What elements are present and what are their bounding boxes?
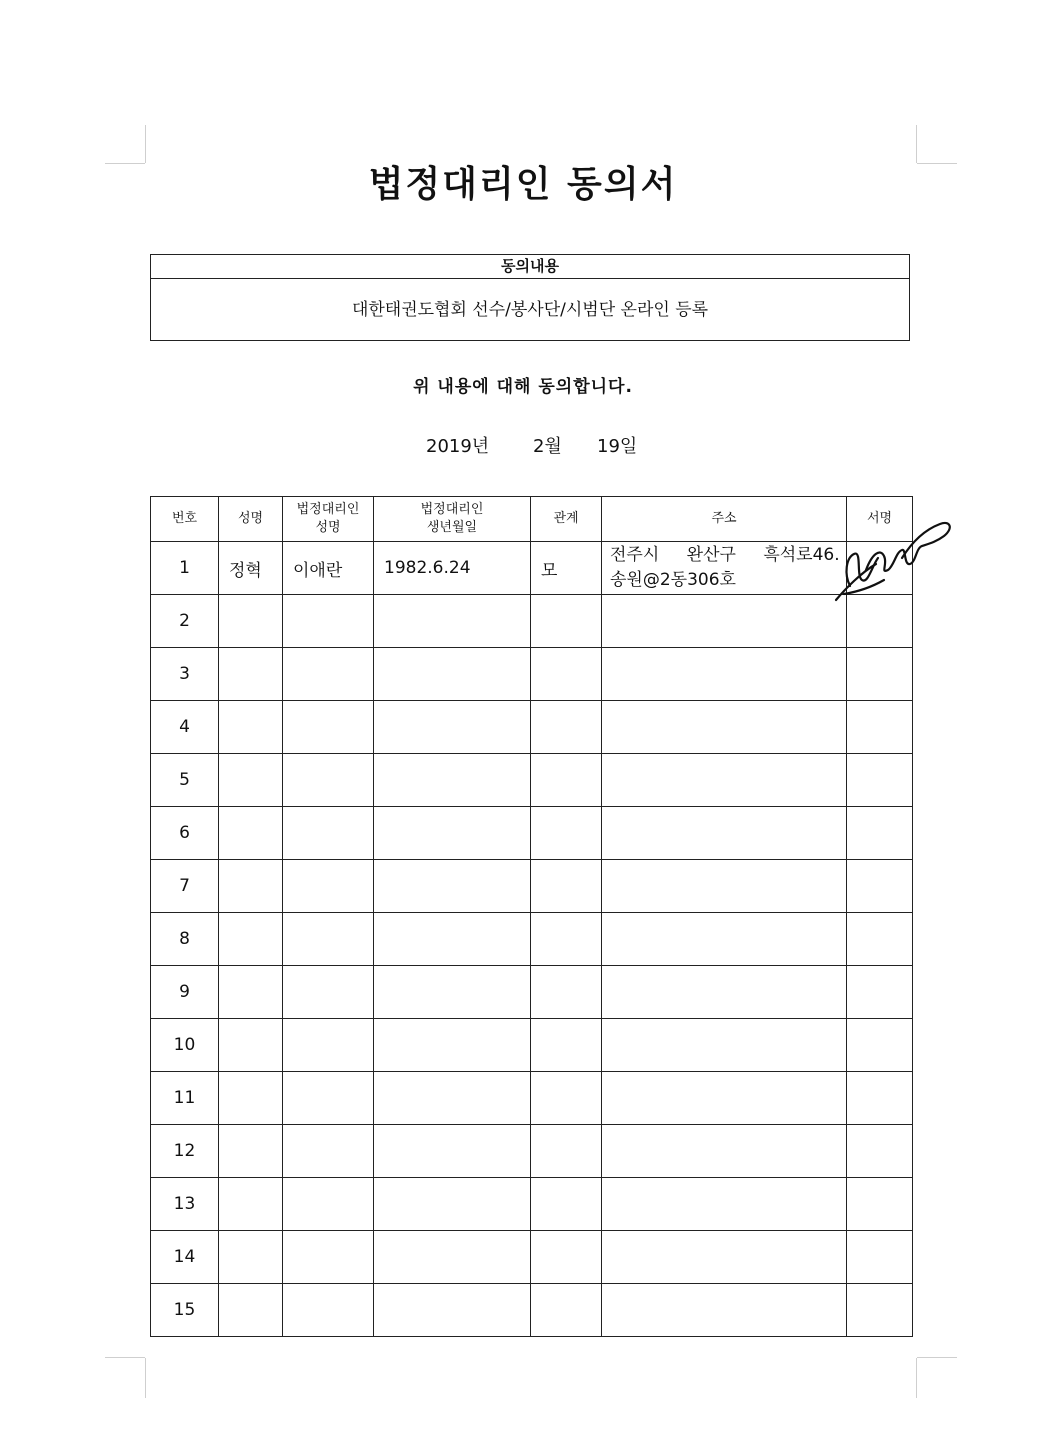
cell-number: 1 <box>151 542 219 595</box>
cell-relation <box>531 754 602 807</box>
cell-relation <box>531 807 602 860</box>
cell-name: 정혁 <box>219 542 283 595</box>
consent-content: 대한태권도협회 선수/봉사단/시범단 온라인 등록 <box>351 300 709 320</box>
cell-guardian-birth <box>374 701 531 754</box>
cell-name <box>219 1072 283 1125</box>
cell-name <box>219 648 283 701</box>
header-name: 성명 <box>219 497 283 542</box>
cell-relation <box>531 1178 602 1231</box>
consent-header: 동의내용 <box>151 255 909 279</box>
cell-number: 11 <box>151 1072 219 1125</box>
cell-number: 5 <box>151 754 219 807</box>
cell-guardian-birth <box>374 1284 531 1337</box>
cell-address <box>602 1072 847 1125</box>
address-line-2: 송원@2동306호 <box>610 570 736 590</box>
cell-guardian-birth: 1982.6.24 <box>374 542 531 595</box>
crop-mark <box>145 1358 146 1398</box>
table-row <box>151 701 913 754</box>
table-row <box>151 1178 913 1231</box>
cell-name <box>219 754 283 807</box>
cell-signature <box>847 807 913 860</box>
cell-number: 6 <box>151 807 219 860</box>
table-row <box>151 1125 913 1178</box>
cell-address <box>602 1019 847 1072</box>
cell-guardian-birth <box>374 913 531 966</box>
cell-guardian-name: 이애란 <box>283 542 374 595</box>
cell-number: 7 <box>151 860 219 913</box>
guardian-table <box>150 496 913 1337</box>
table-row <box>151 1072 913 1125</box>
date-month: 2월 <box>533 436 562 457</box>
cell-guardian-name <box>283 913 374 966</box>
table-row <box>151 860 913 913</box>
cell-number: 15 <box>151 1284 219 1337</box>
cell-relation <box>531 860 602 913</box>
cell-number: 12 <box>151 1125 219 1178</box>
cell-relation <box>531 966 602 1019</box>
cell-address <box>602 595 847 648</box>
cell-relation <box>531 913 602 966</box>
table-row <box>151 913 913 966</box>
cell-guardian-name <box>283 1072 374 1125</box>
cell-guardian-name <box>283 754 374 807</box>
cell-signature <box>847 1178 913 1231</box>
cell-name <box>219 807 283 860</box>
crop-mark <box>916 1358 917 1398</box>
cell-address <box>602 966 847 1019</box>
cell-name <box>219 1231 283 1284</box>
cell-guardian-birth <box>374 860 531 913</box>
cell-address <box>602 754 847 807</box>
cell-name <box>219 595 283 648</box>
cell-guardian-birth <box>374 1019 531 1072</box>
cell-name <box>219 1284 283 1337</box>
cell-name <box>219 1019 283 1072</box>
cell-guardian-name <box>283 1125 374 1178</box>
table-row <box>151 595 913 648</box>
cell-signature <box>847 1284 913 1337</box>
cell-guardian-name <box>283 1178 374 1231</box>
table-row <box>151 754 913 807</box>
header-relation: 관계 <box>531 497 602 542</box>
date-year: 2019년 <box>426 436 490 457</box>
cell-name <box>219 701 283 754</box>
cell-address <box>602 701 847 754</box>
cell-guardian-birth <box>374 1125 531 1178</box>
crop-mark <box>917 1357 957 1358</box>
crop-mark <box>105 1357 145 1358</box>
cell-number: 8 <box>151 913 219 966</box>
cell-signature <box>847 754 913 807</box>
table-row <box>151 1231 913 1284</box>
cell-guardian-birth <box>374 1072 531 1125</box>
table-row <box>151 648 913 701</box>
date-day: 19일 <box>597 436 638 457</box>
header-guardian-birth-line2: 생년월일 <box>426 520 478 535</box>
cell-guardian-name <box>283 595 374 648</box>
consent-box <box>150 254 910 341</box>
table-row <box>151 1284 913 1337</box>
cell-name <box>219 966 283 1019</box>
cell-relation <box>531 1231 602 1284</box>
cell-signature <box>847 860 913 913</box>
table-header-row <box>151 497 913 542</box>
cell-guardian-name <box>283 648 374 701</box>
cell-number: 4 <box>151 701 219 754</box>
cell-guardian-name <box>283 966 374 1019</box>
cell-guardian-name <box>283 1231 374 1284</box>
cell-number: 14 <box>151 1231 219 1284</box>
header-guardian-name <box>283 497 374 542</box>
cell-guardian-name <box>283 701 374 754</box>
address-line-1: 전주시 완산구 흑석로46. <box>610 545 840 565</box>
cell-address <box>602 913 847 966</box>
cell-address <box>602 1178 847 1231</box>
cell-guardian-birth <box>374 1178 531 1231</box>
cell-guardian-name <box>283 1019 374 1072</box>
table-row <box>151 807 913 860</box>
cell-signature <box>847 1019 913 1072</box>
cell-relation <box>531 1284 602 1337</box>
header-address: 주소 <box>602 497 847 542</box>
header-signature: 서명 <box>847 497 913 542</box>
cell-guardian-name <box>283 860 374 913</box>
cell-address <box>602 542 847 595</box>
header-guardian-birth <box>374 497 531 542</box>
cell-number: 2 <box>151 595 219 648</box>
cell-number: 10 <box>151 1019 219 1072</box>
header-number: 번호 <box>151 497 219 542</box>
cell-signature <box>847 1231 913 1284</box>
cell-guardian-birth <box>374 595 531 648</box>
cell-number: 13 <box>151 1178 219 1231</box>
cell-relation <box>531 1019 602 1072</box>
cell-address <box>602 648 847 701</box>
cell-guardian-birth <box>374 648 531 701</box>
cell-guardian-birth <box>374 1231 531 1284</box>
cell-relation <box>531 648 602 701</box>
cell-name <box>219 1125 283 1178</box>
cell-number: 3 <box>151 648 219 701</box>
cell-relation <box>531 1072 602 1125</box>
cell-signature <box>847 1125 913 1178</box>
cell-signature <box>847 648 913 701</box>
cell-guardian-birth <box>374 754 531 807</box>
header-guardian-name-line2: 성명 <box>315 520 341 535</box>
cell-guardian-birth <box>374 966 531 1019</box>
document-title: 법정대리인 동의서 <box>368 164 678 205</box>
cell-address <box>602 1284 847 1337</box>
header-guardian-name-line1: 법정대리인 <box>296 502 360 517</box>
cell-guardian-birth <box>374 807 531 860</box>
table-row <box>151 966 913 1019</box>
cell-signature <box>847 913 913 966</box>
cell-relation <box>531 595 602 648</box>
agreement-statement: 위 내용에 대해 동의합니다. <box>413 377 633 397</box>
cell-guardian-name <box>283 807 374 860</box>
cell-name <box>219 860 283 913</box>
table-row <box>151 1019 913 1072</box>
cell-address <box>602 860 847 913</box>
cell-address <box>602 807 847 860</box>
cell-name <box>219 1178 283 1231</box>
cell-number: 9 <box>151 966 219 1019</box>
table-row <box>151 542 913 595</box>
cell-signature <box>847 966 913 1019</box>
cell-relation: 모 <box>531 542 602 595</box>
cell-address <box>602 1231 847 1284</box>
cell-signature <box>847 701 913 754</box>
cell-name <box>219 913 283 966</box>
header-guardian-birth-line1: 법정대리인 <box>420 502 484 517</box>
cell-relation <box>531 701 602 754</box>
cell-address <box>602 1125 847 1178</box>
cell-guardian-name <box>283 1284 374 1337</box>
cell-signature <box>847 1072 913 1125</box>
cell-relation <box>531 1125 602 1178</box>
handwritten-signature <box>832 514 954 604</box>
